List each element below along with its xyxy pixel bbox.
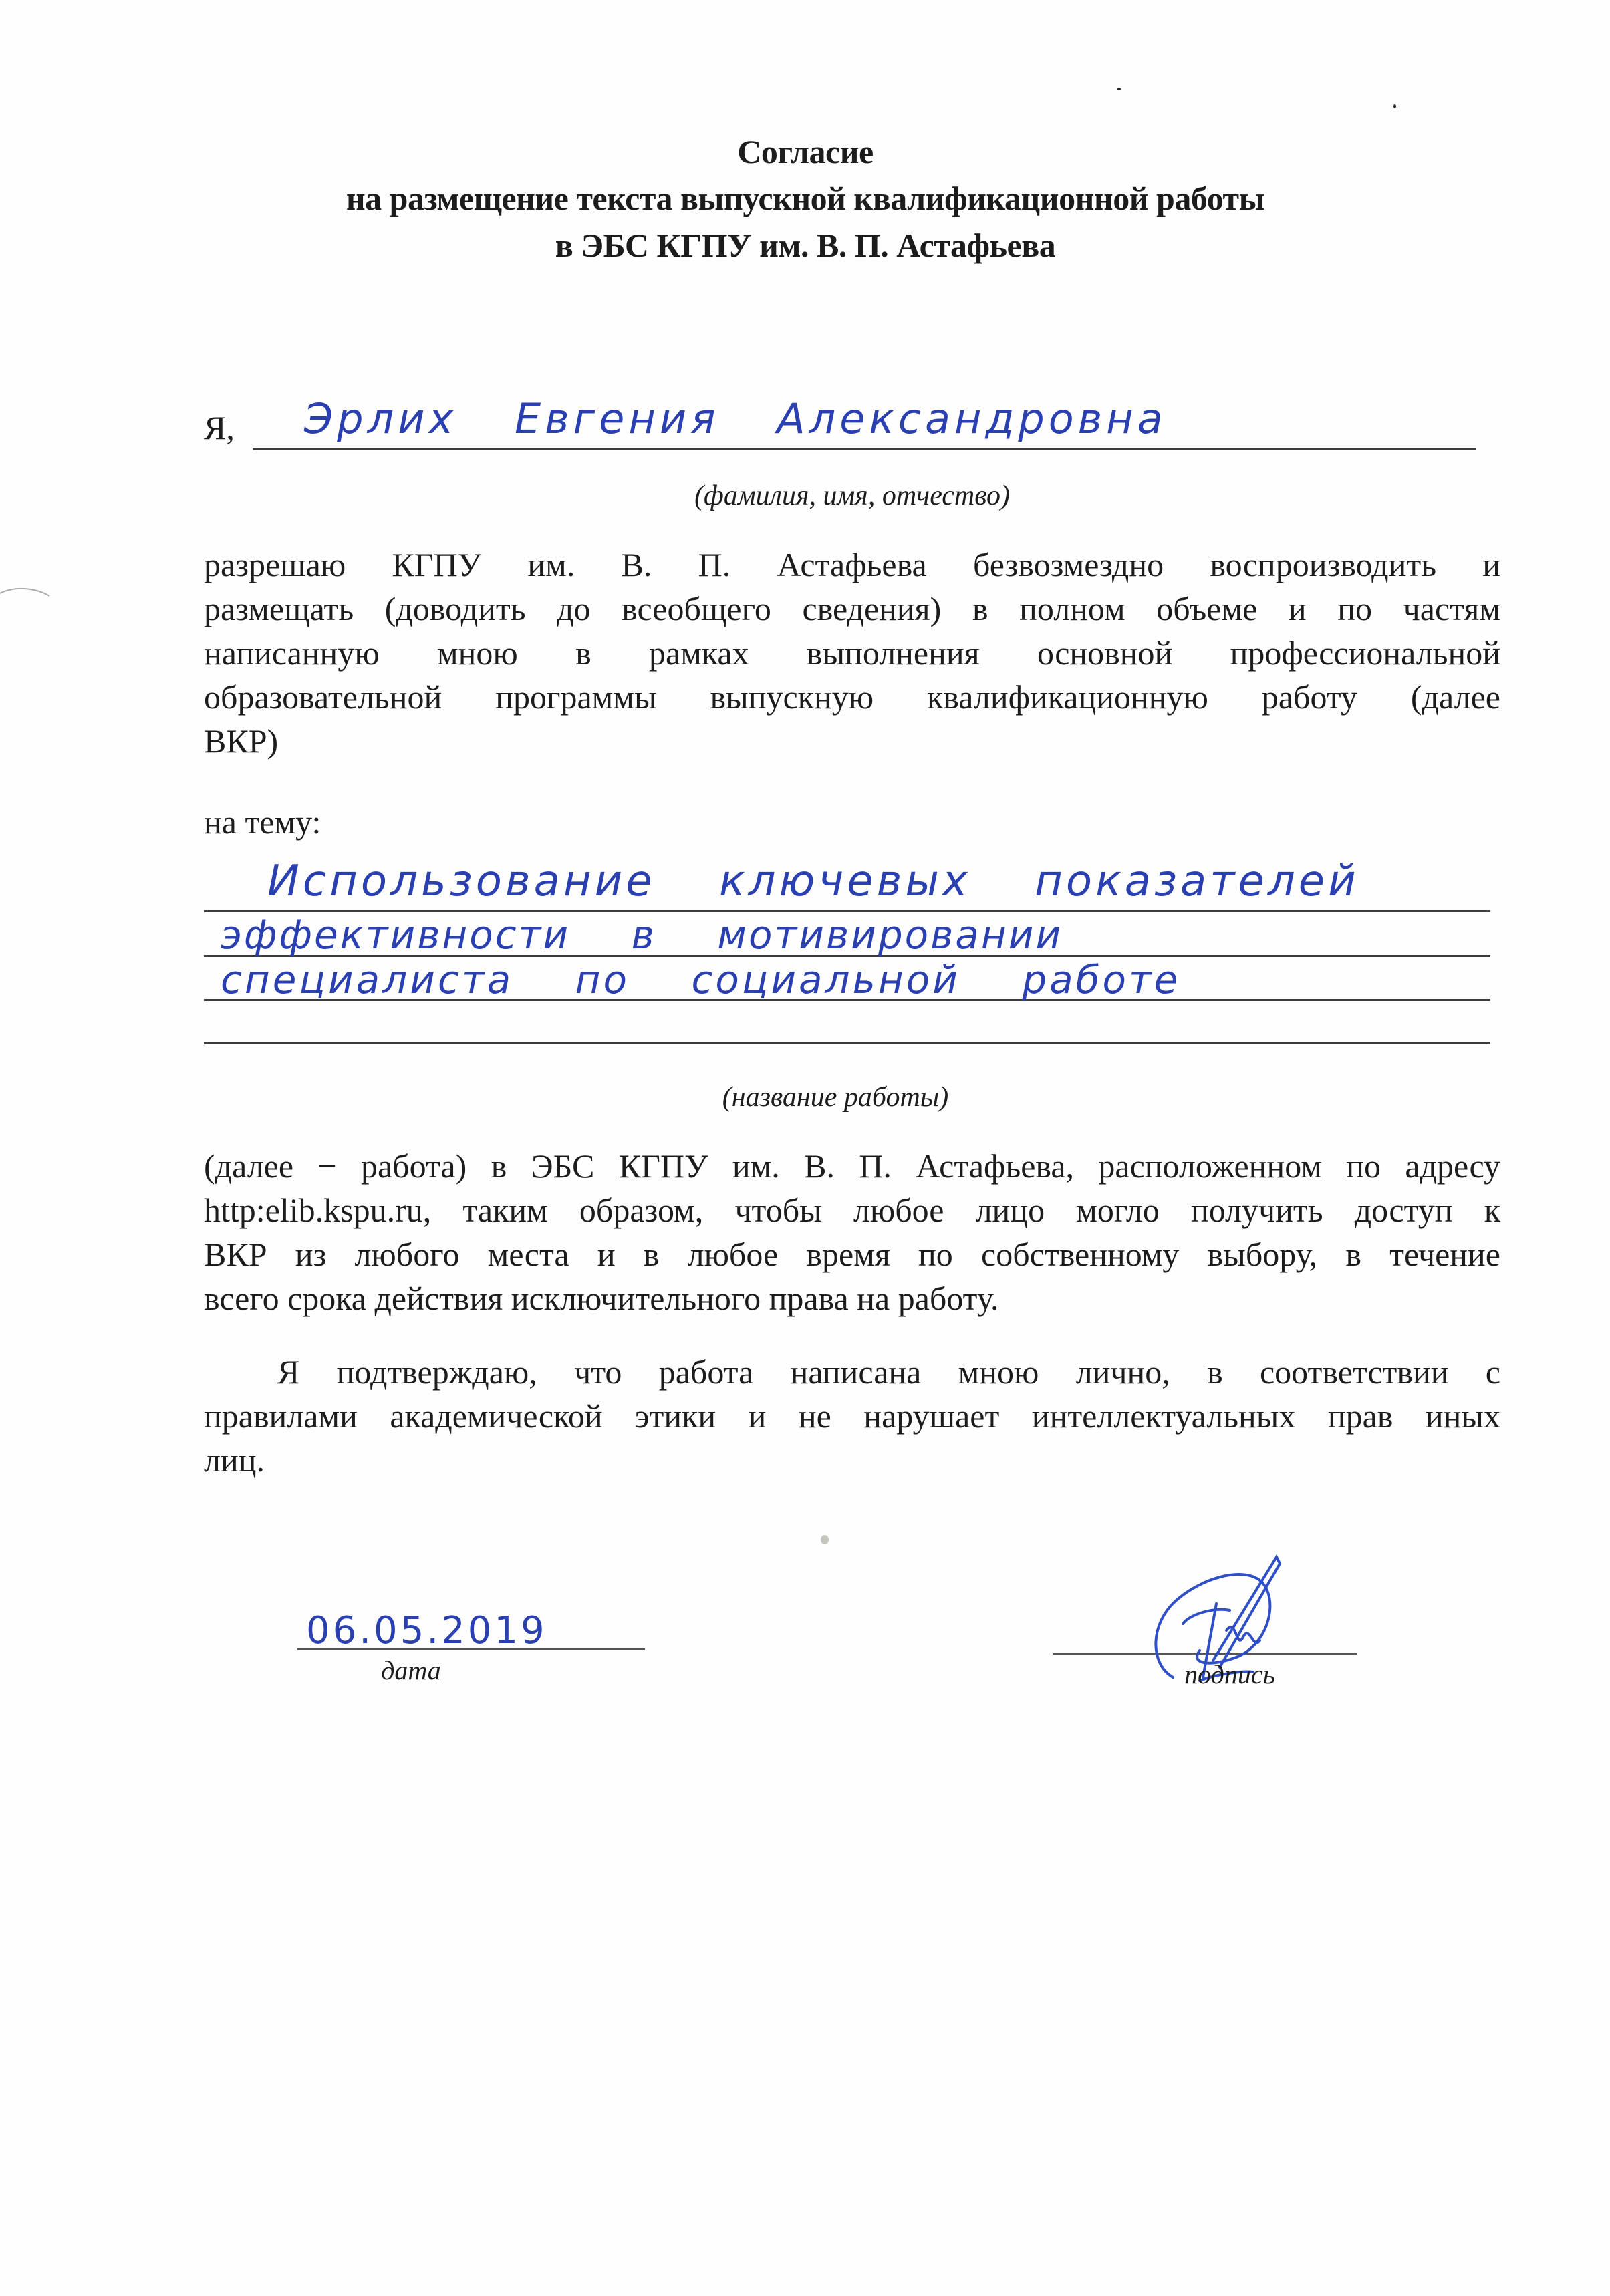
handwritten-topic-line: специалиста по социальной работе	[221, 957, 1181, 1002]
confirmation-line: правилами академической этики и не нарушает интеллектуальных прав иных	[204, 1397, 1500, 1435]
access-line: (далее − работа) в ЭБС КГПУ им. В. П. Астафьева, расположенном по адресу	[204, 1147, 1500, 1185]
date-caption: дата	[381, 1655, 441, 1685]
scan-edge-arc	[0, 581, 53, 601]
handwritten-name: Эрлих Евгения Александровна	[304, 394, 1167, 443]
permission-line: ВКР)	[204, 722, 279, 760]
topic-label	[204, 800, 1500, 844]
scan-speck	[1117, 88, 1121, 90]
permission-line: написанную мною в рамках выполнения основной профессиональной	[204, 634, 1500, 672]
access-paragraph	[204, 1144, 1500, 1320]
name-caption: (фамилия, имя, отчество)	[694, 480, 1010, 511]
handwritten-topic-line: эффективности в мотивировании	[221, 912, 1063, 958]
confirmation-line: Я подтверждаю, что работа написана мною лично, в соответствии с	[277, 1353, 1500, 1391]
name-underline	[253, 448, 1476, 450]
permission-line: разрешаю КГПУ им. В. П. Астафьева безвозмездно воспроизводить и	[204, 546, 1500, 583]
confirmation-line: лиц.	[204, 1441, 265, 1479]
permission-line: размещать (доводить до всеобщего сведения) в полном объеме и по частям	[204, 590, 1500, 627]
topic-caption: (название работы)	[722, 1082, 949, 1113]
document-title: Согласие	[737, 133, 874, 170]
access-line: всего срока действия исключительного права на работу.	[204, 1280, 999, 1317]
permission-line: образовательной программы выпускную квалификационную работу (далее	[204, 678, 1500, 716]
topic-underline-4	[204, 1042, 1490, 1044]
topic-label-text: на тему:	[204, 803, 321, 841]
signature-caption: подпись	[1184, 1659, 1275, 1689]
access-line: ВКР из любого места и в любое время по собственному выбору, в течение	[204, 1236, 1500, 1273]
scan-speck	[821, 1535, 829, 1544]
document-subtitle-line-1: на размещение текста выпускной квалификационной работы	[346, 180, 1265, 217]
scan-speck	[1393, 104, 1396, 108]
confirmation-paragraph	[204, 1350, 1500, 1482]
handwritten-date: 06.05.2019	[306, 1609, 547, 1653]
access-line: http:elib.kspu.ru, таким образом, чтобы любое лицо могло получить доступ к	[204, 1191, 1500, 1229]
permission-paragraph	[204, 543, 1500, 763]
handwritten-topic-line: Использование ключевых показателей	[267, 857, 1359, 906]
ya-prefix: Я,	[204, 409, 235, 446]
document-subtitle-line-2: в ЭБС КГПУ им. В. П. Астафьева	[555, 227, 1056, 264]
